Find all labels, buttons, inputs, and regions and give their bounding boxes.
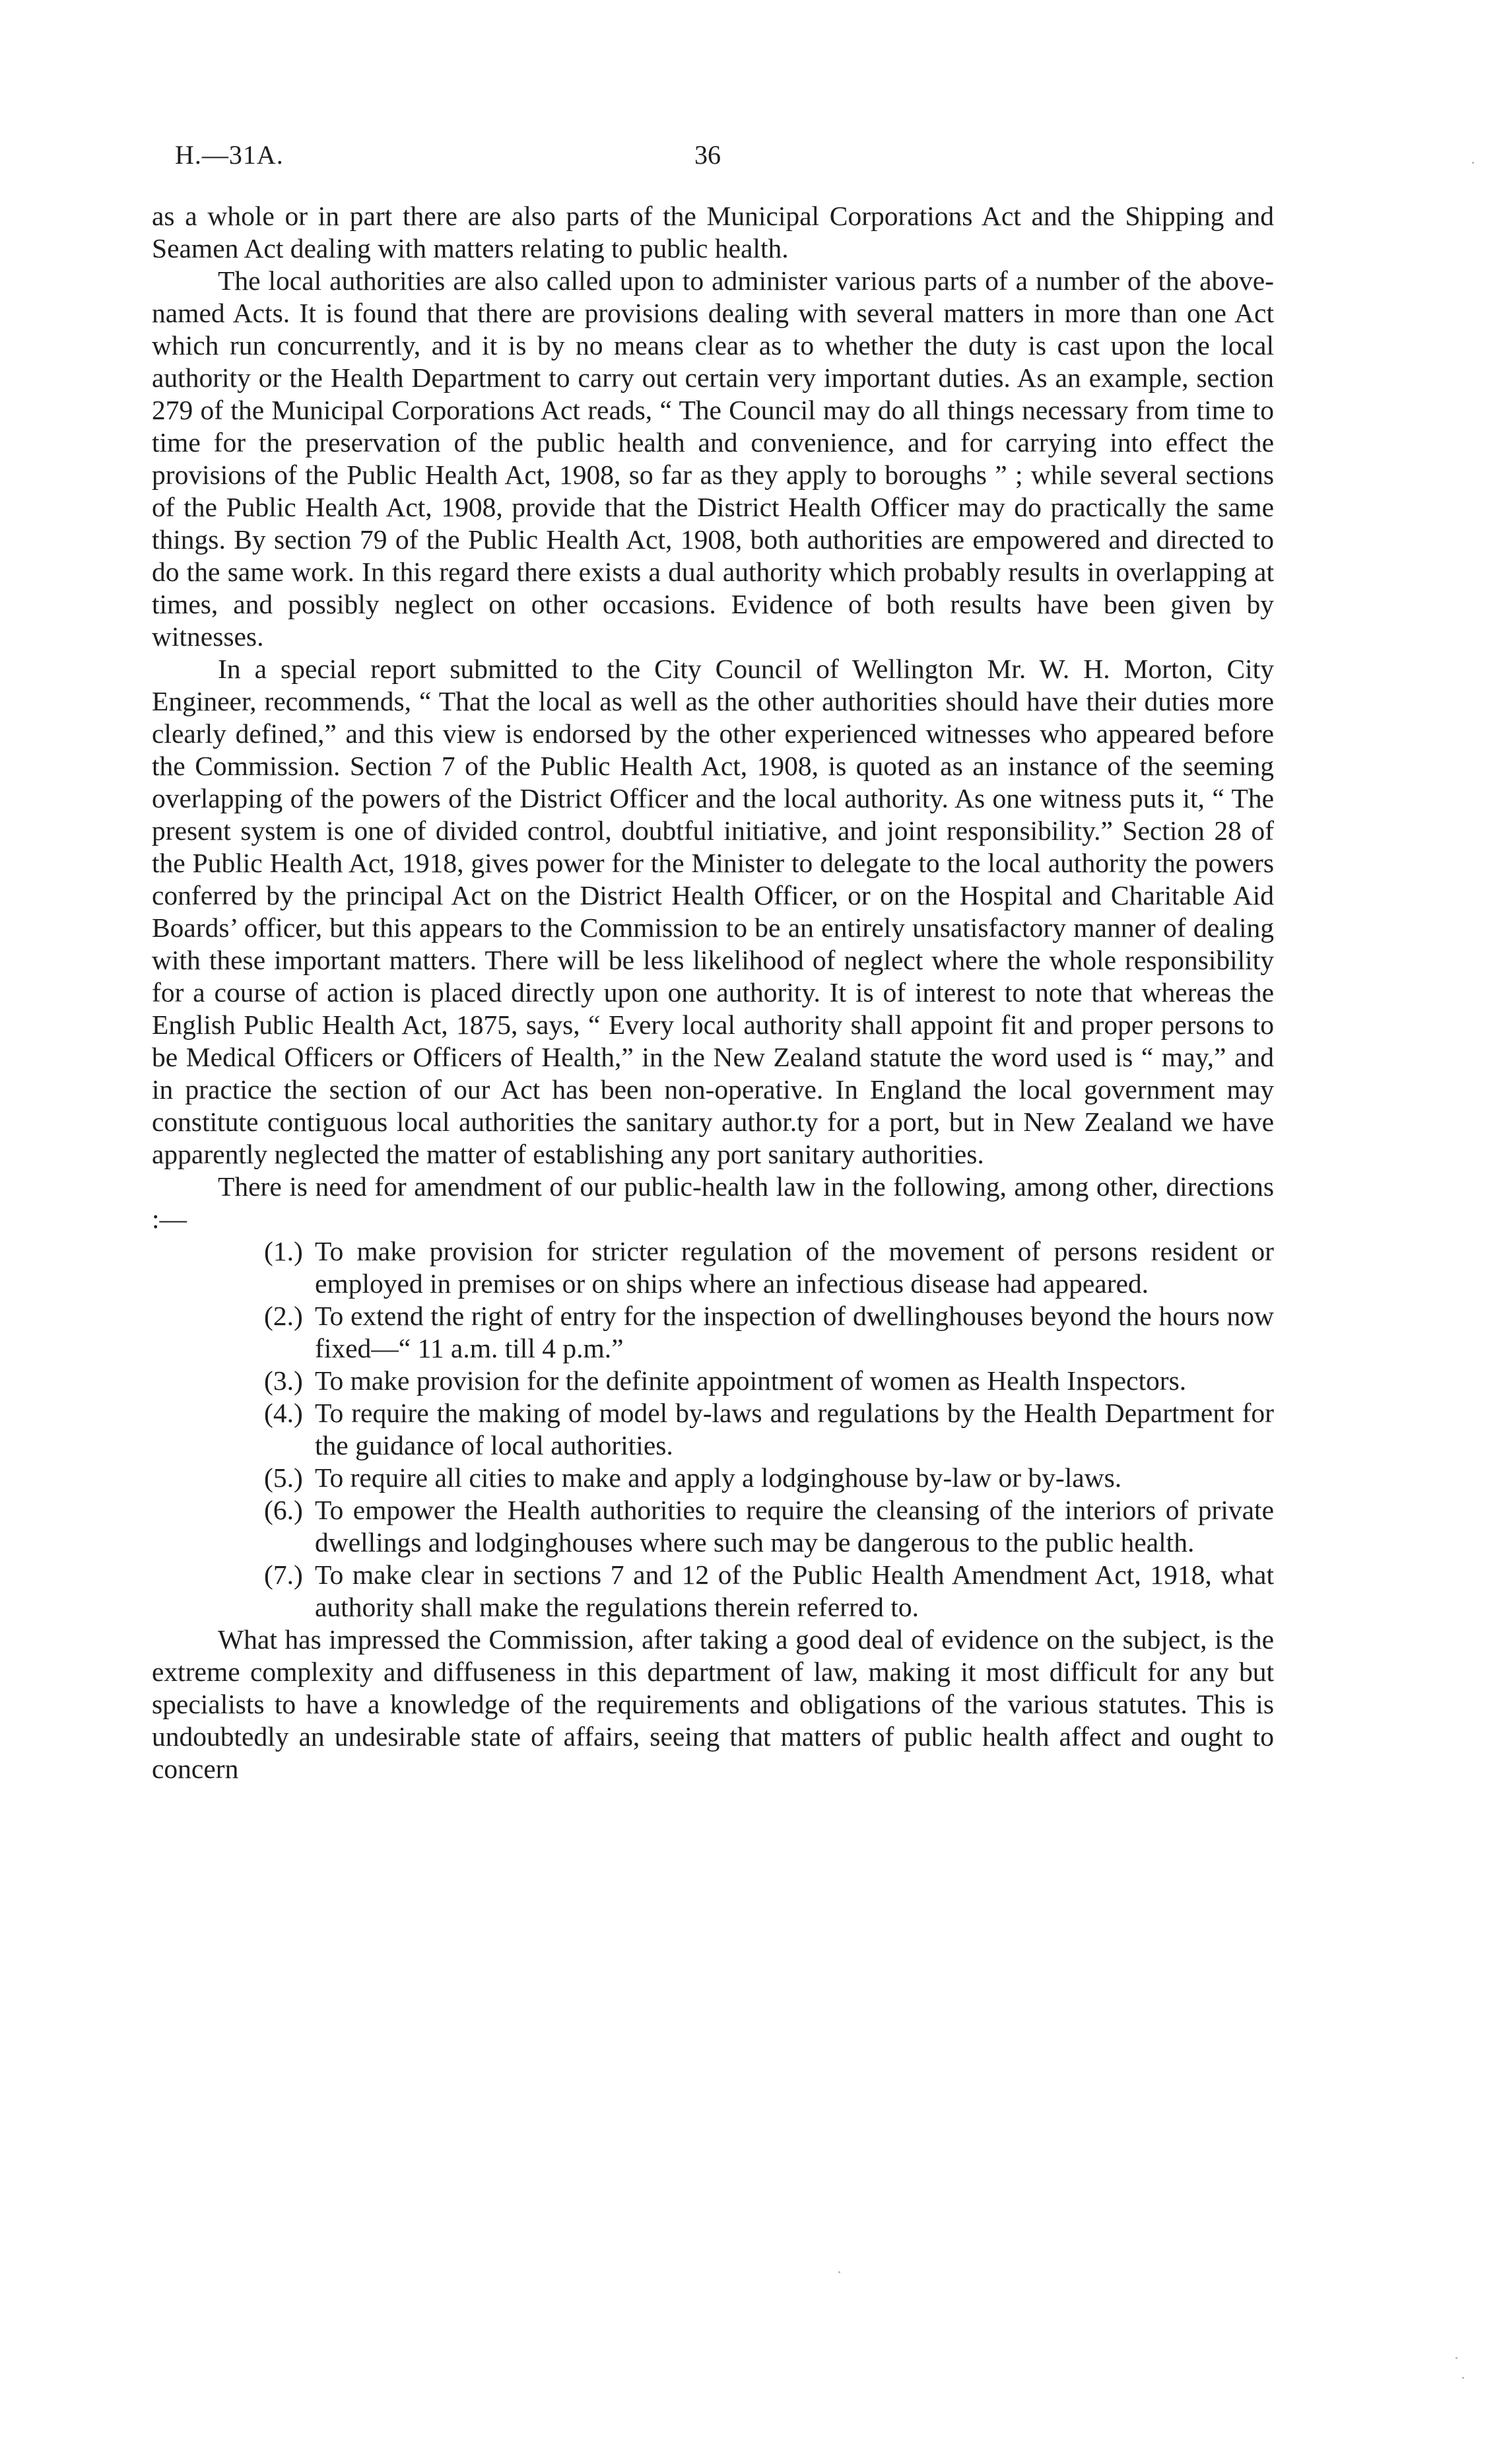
directions-list	[152, 1235, 1274, 1624]
scan-speck	[1472, 162, 1474, 164]
list-item-number: (6.)	[264, 1495, 303, 1525]
list-item-number: (7.)	[264, 1559, 303, 1590]
list-item-number: (3.)	[264, 1365, 303, 1396]
list-item-text: To make provision for stricter regulation of the movement of persons resident or employed in premises or on ships where an infectious disease had appeared.	[315, 1236, 1274, 1299]
paragraph-closing: What has impressed the Commission, after taking a good deal of evidence on the subject, is the extreme complexity and diffuseness in this department of law, making it most difficult for any but specialists to have a knowledge of the requirements and obligations of the various statutes. This is undoubtedly an undesirable state of affairs, seeing that matters of public health affect and ought to concern	[152, 1624, 1274, 1784]
list-item-number: (5.)	[264, 1462, 303, 1493]
page-header	[149, 139, 1271, 172]
list-item-number: (2.)	[264, 1301, 303, 1331]
paragraph-continuation: as a whole or in part there are also parts of the Municipal Corporations Act and the Shipping and Seamen Act dealing with matters relating to public health.	[152, 201, 1274, 263]
paragraph-special-report: In a special report submitted to the City Council of Wellington Mr. W. H. Morton, City Engineer, recommends, “ That the local as well as the other authorities should have their duties more clearly defined,” and this view is endorsed by the other experienced witnesses who appeared before the Commission. Section 7 of the Public Health Act, 1908, is quoted as an instance of the seeming overlapping of the powers of the District Officer and the local authority. As one witness puts it, “ The present system is one of divided control, doubtful initiative, and joint responsibility.” Section 28 of the Public Health Act, 1918, gives power for the Minister to delegate to the local authority the powers conferred by the principal Act on the District Health Officer, or on the Hospital and Charitable Aid Boards’ officer, but this appears to the Commission to be an entirely unsatisfactory manner of dealing with these important matters. There will be less likelihood of neglect where the whole responsibility for a course of action is placed directly upon one authority. It is of interest to note that whereas the English Public Health Act, 1875, says, “ Every local authority shall appoint fit and proper persons to be Medical Officers or Officers of Health,” in the New Zealand statute the word used is “ may,” and in practice the section of our Act has been non-operative. In England the local government may constitute contiguous local authorities the sanitary author.ty for a port, but in New Zealand we have apparently neglected the matter of establishing any port sanitary authorities.	[152, 654, 1274, 1169]
list-item	[152, 1235, 1274, 1300]
list-item-number: (1.)	[264, 1236, 303, 1266]
list-item-text: To extend the right of entry for the inspection of dwellinghouses beyond the hours now fixed—“ 11 a.m. till 4 p.m.”	[315, 1301, 1274, 1363]
list-item	[152, 1559, 1274, 1624]
paragraph-local-authorities: The local authorities are also called upon to administer various parts of a number of the above-named Acts. It is found that there are provisions dealing with several matters in more than one Act which run concurrently, and it is by no means clear as to whether the duty is cast upon the local authority or the Health Department to carry out certain very important duties. As an example, section 279 of the Municipal Corporations Act reads, “ The Council may do all things necessary from time to time for the preservation of the public health and convenience, and for carrying into effect the provisions of the Public Health Act, 1908, so far as they apply to boroughs ” ; while several sections of the Public Health Act, 1908, provide that the District Health Officer may do practically the same things. By section 79 of the Public Health Act, 1908, both authorities are empowered and directed to do the same work. In this regard there exists a dual authority which probably results in overlapping at times, and possibly neglect on other occasions. Evidence of both results have been given by witnesses.	[152, 265, 1274, 652]
scan-speck	[1455, 2357, 1457, 2359]
paragraph-amendment-intro: There is need for amendment of our public-health law in the following, among other, directions :—	[152, 1171, 1274, 1234]
list-item-text: To make provision for the definite appointment of women as Health Inspectors.	[315, 1365, 1187, 1396]
list-item	[152, 1300, 1274, 1365]
list-item	[152, 1397, 1274, 1462]
list-item-text: To make clear in sections 7 and 12 of the Public Health Amendment Act, 1918, what authority shall make the regulations therein referred to.	[315, 1559, 1274, 1622]
scan-speck	[1462, 2377, 1464, 2379]
scan-speck	[838, 2271, 840, 2273]
document-body	[152, 200, 1274, 1785]
list-item	[152, 1494, 1274, 1559]
list-item-text: To require all cities to make and apply a lodginghouse by-law or by-laws.	[315, 1462, 1122, 1493]
list-item-text: To require the making of model by-laws and regulations by the Health Department for the guidance of local authorities.	[315, 1398, 1274, 1460]
document-reference: H.—31A.	[175, 140, 284, 170]
list-item	[152, 1365, 1274, 1397]
page-number: 36	[694, 140, 721, 170]
list-item-number: (4.)	[264, 1398, 303, 1428]
list-item-text: To empower the Health authorities to require the cleansing of the interiors of private dwellings and lodginghouses where such may be dangerous to the public health.	[315, 1495, 1274, 1557]
list-item	[152, 1462, 1274, 1494]
